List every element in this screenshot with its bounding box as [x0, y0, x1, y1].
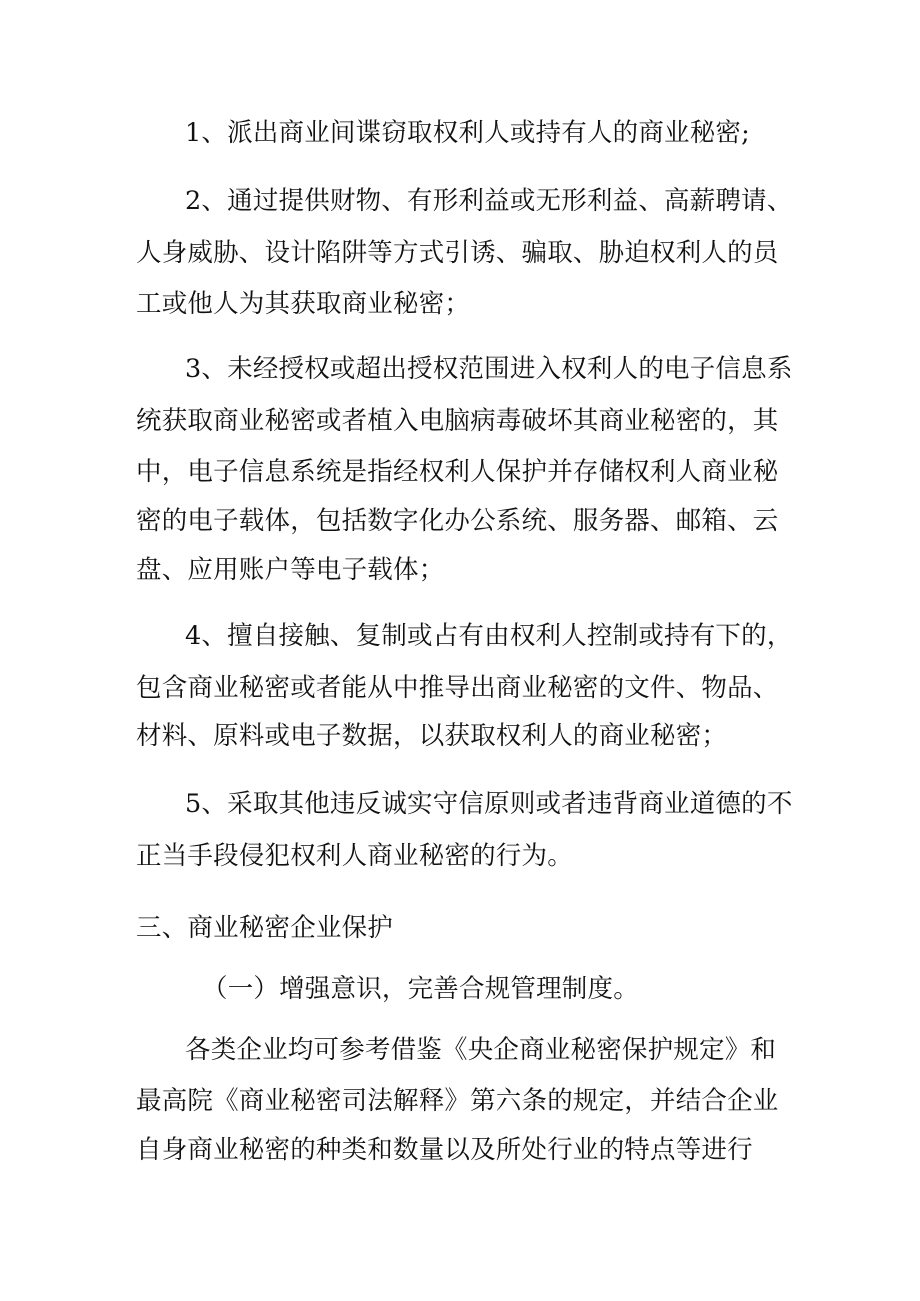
- item-3-line-3: 中，电子信息系统是指经权利人保护并存储权利人商业秘: [136, 457, 779, 487]
- item-5-line-2: 正当手段侵犯权利人商业秘密的行为。: [136, 841, 573, 871]
- item-2-line-1: 2、通过提供财物、有形利益或无形利益、高薪聘请、: [185, 186, 793, 216]
- item-2-line-3: 工或他人为其获取商业秘密；: [136, 289, 471, 319]
- final-paragraph-line-3: 自身商业秘密的种类和数量以及所处行业的特点等进行: [136, 1135, 753, 1165]
- item-4-line-1: 4、擅自接触、复制或占有由权利人控制或持有下的，: [185, 621, 793, 651]
- item-4-line-3: 材料、原料或电子数据，以获取权利人的商业秘密；: [136, 721, 728, 751]
- item-3-line-1: 3、未经授权或超出授权范围进入权利人的电子信息系: [185, 354, 793, 384]
- item-1-line-1: 1、派出商业间谍窃取权利人或持有人的商业秘密;: [185, 118, 750, 148]
- item-3-line-2: 统获取商业秘密或者植入电脑病毒破坏其商业秘密的，其: [136, 406, 779, 436]
- subsection-heading: （一）增强意识，完善合规管理制度。: [202, 974, 639, 1004]
- item-5-line-1: 5、采取其他违反诚实守信原则或者违背商业道德的不: [185, 789, 793, 819]
- item-4-line-2: 包含商业秘密或者能从中推导出商业秘密的文件、物品、: [136, 673, 779, 703]
- final-paragraph-line-1: 各类企业均可参考借鉴《央企商业秘密保护规定》和: [185, 1035, 777, 1065]
- final-paragraph-line-2: 最高院《商业秘密司法解释》第六条的规定，并结合企业: [136, 1086, 779, 1116]
- section-heading: 三、商业秘密企业保护: [136, 913, 394, 943]
- item-3-line-4: 密的电子载体，包括数字化办公系统、服务器、邮箱、云: [136, 506, 779, 536]
- item-2-line-2: 人身威胁、设计陷阱等方式引诱、骗取、胁迫权利人的员: [136, 238, 779, 268]
- item-3-line-5: 盘、应用账户等电子载体；: [136, 555, 445, 585]
